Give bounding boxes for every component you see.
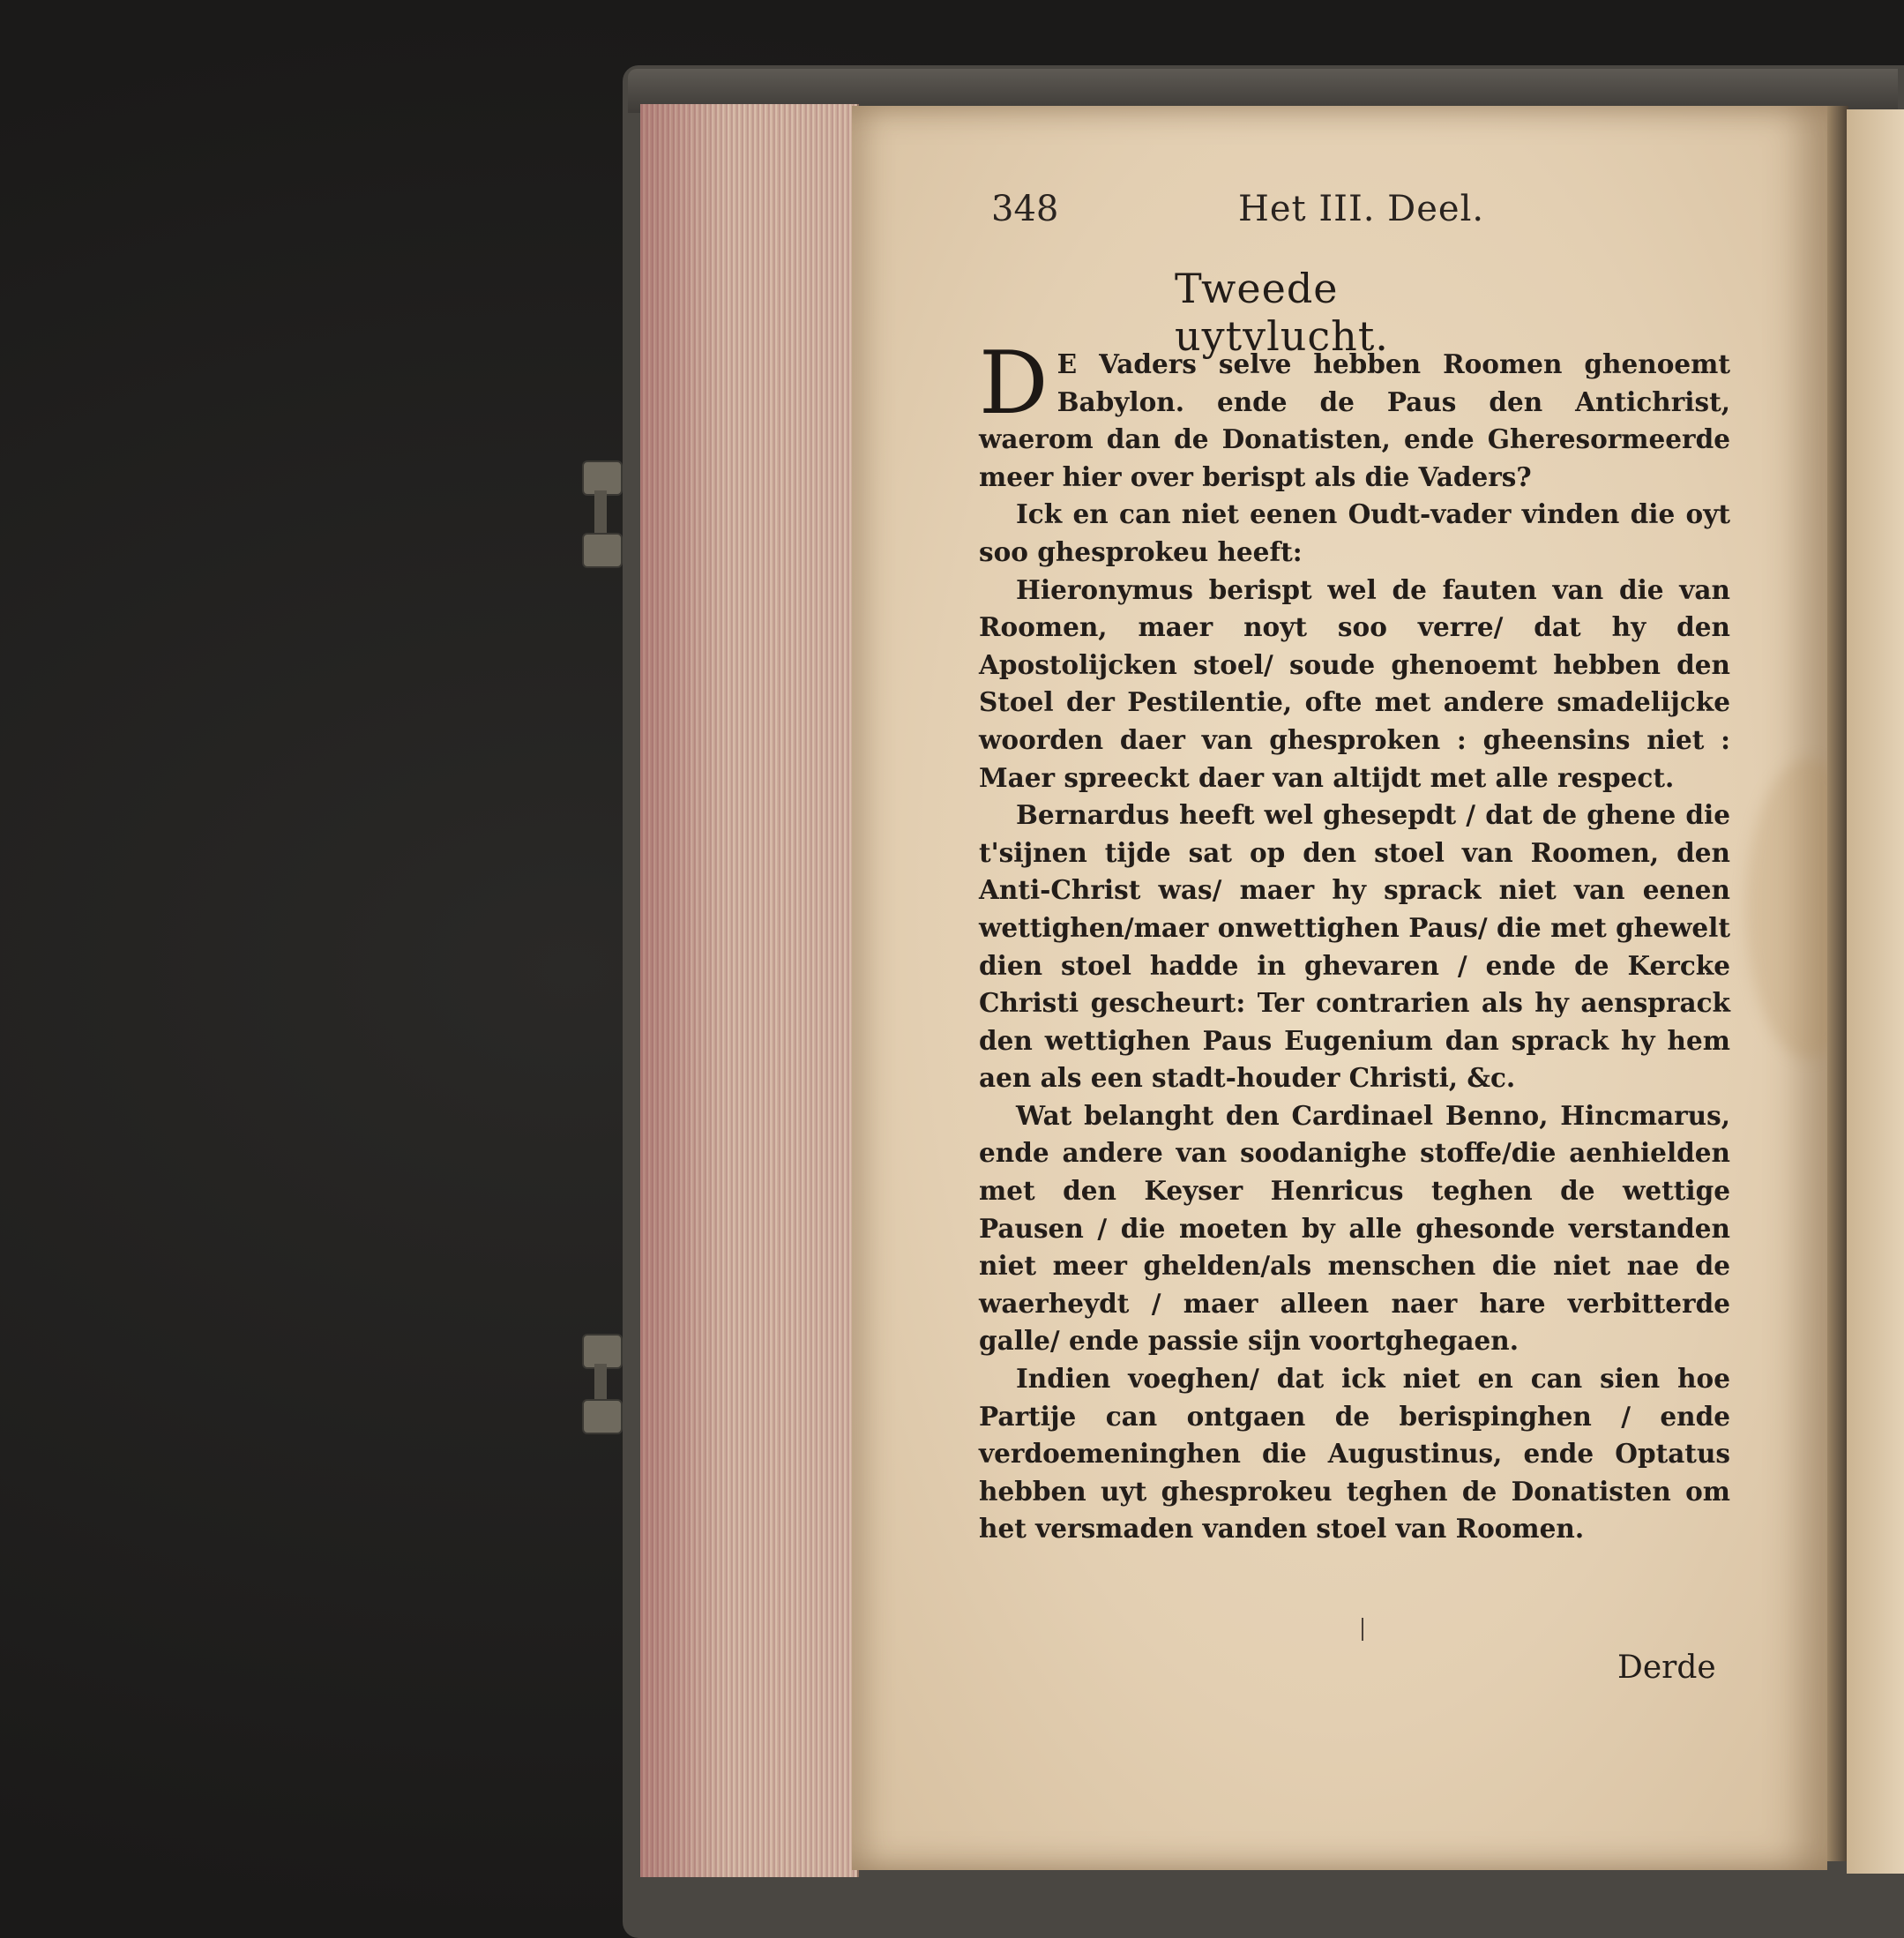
page-number: 348 xyxy=(991,189,1059,229)
clasp-bar xyxy=(594,490,607,535)
paragraph: Indien voeghen/ dat ick niet en can sien hoe Partije can ontgaen de berispinghen / ende verdoemeninghen die Augustinus, ende Optatus hebben uyt ghesprokeu teghen de Donatisten om het versmaden vanden stoel van Roomen. xyxy=(979,1363,1730,1545)
paragraph: Wat belanght den Cardinael Benno, Hincmarus, ende andere van soodanighe stoffe/die aenhielden met den Keyser Henricus teghen de wettige Pausen / die moeten by alle ghesonde verstanden niet meer ghelden/als menschen die niet nae de waerheydt / maer alleen naer hare verbitterde galle/ ende passie sijn voortghegaen. xyxy=(979,1099,1730,1357)
paragraph-text: E Vaders selve hebben Roomen ghenoemt Babylon. ende de Paus den Antichrist, waerom dan de Donatisten, ende Gheresormeerde meer hier over berispt als die Vaders? xyxy=(979,348,1730,492)
paragraph: Ick en can niet eenen Oudt-vader vinden die oyt soo ghesprokeu heeft: xyxy=(979,498,1730,567)
page-edges-shade xyxy=(640,104,728,1877)
clasp-icon xyxy=(582,1399,623,1434)
clasp-icon xyxy=(582,533,623,568)
body-text xyxy=(979,333,1730,1548)
paragraph: Bernardus heeft wel ghesepdt / dat de ghene die t'sijnen tijde sat op den stoel van Roomen, den Anti-Christ was/ maer hy sprack niet van eenen wettighen/maer onwettighen Paus/ die met ghewelt dien stoel hadde in ghevaren / ende de Kercke Christi gescheurt: Ter contrarien als hy aensprack den wettighen Paus Eugenium dan sprack hy hem aen als een stadt-houder Christi, &c. xyxy=(979,799,1730,1094)
clasp-bar xyxy=(594,1364,607,1401)
running-title: Het III. Deel. xyxy=(1238,189,1485,229)
facing-page-edge xyxy=(1847,109,1904,1874)
page-gutter xyxy=(1827,106,1848,1861)
paragraph: Hieronymus berispt wel de fauten van die van Roomen, maer noyt soo verre/ dat hy den Apostolijcken stoel/ soude ghenoemt hebben den Stoel der Pestilentie, ofte met andere smadelijcke woorden daer van ghesproken : gheensins niet : Maer spreeckt daer van altijdt met alle respect. xyxy=(979,573,1730,793)
drop-cap: D xyxy=(979,333,1049,434)
section-title: Tweede uytvlucht. xyxy=(1175,265,1389,360)
signature-mark xyxy=(1362,1618,1363,1641)
catchword: Derde xyxy=(1617,1650,1716,1686)
paragraph xyxy=(979,333,1730,496)
